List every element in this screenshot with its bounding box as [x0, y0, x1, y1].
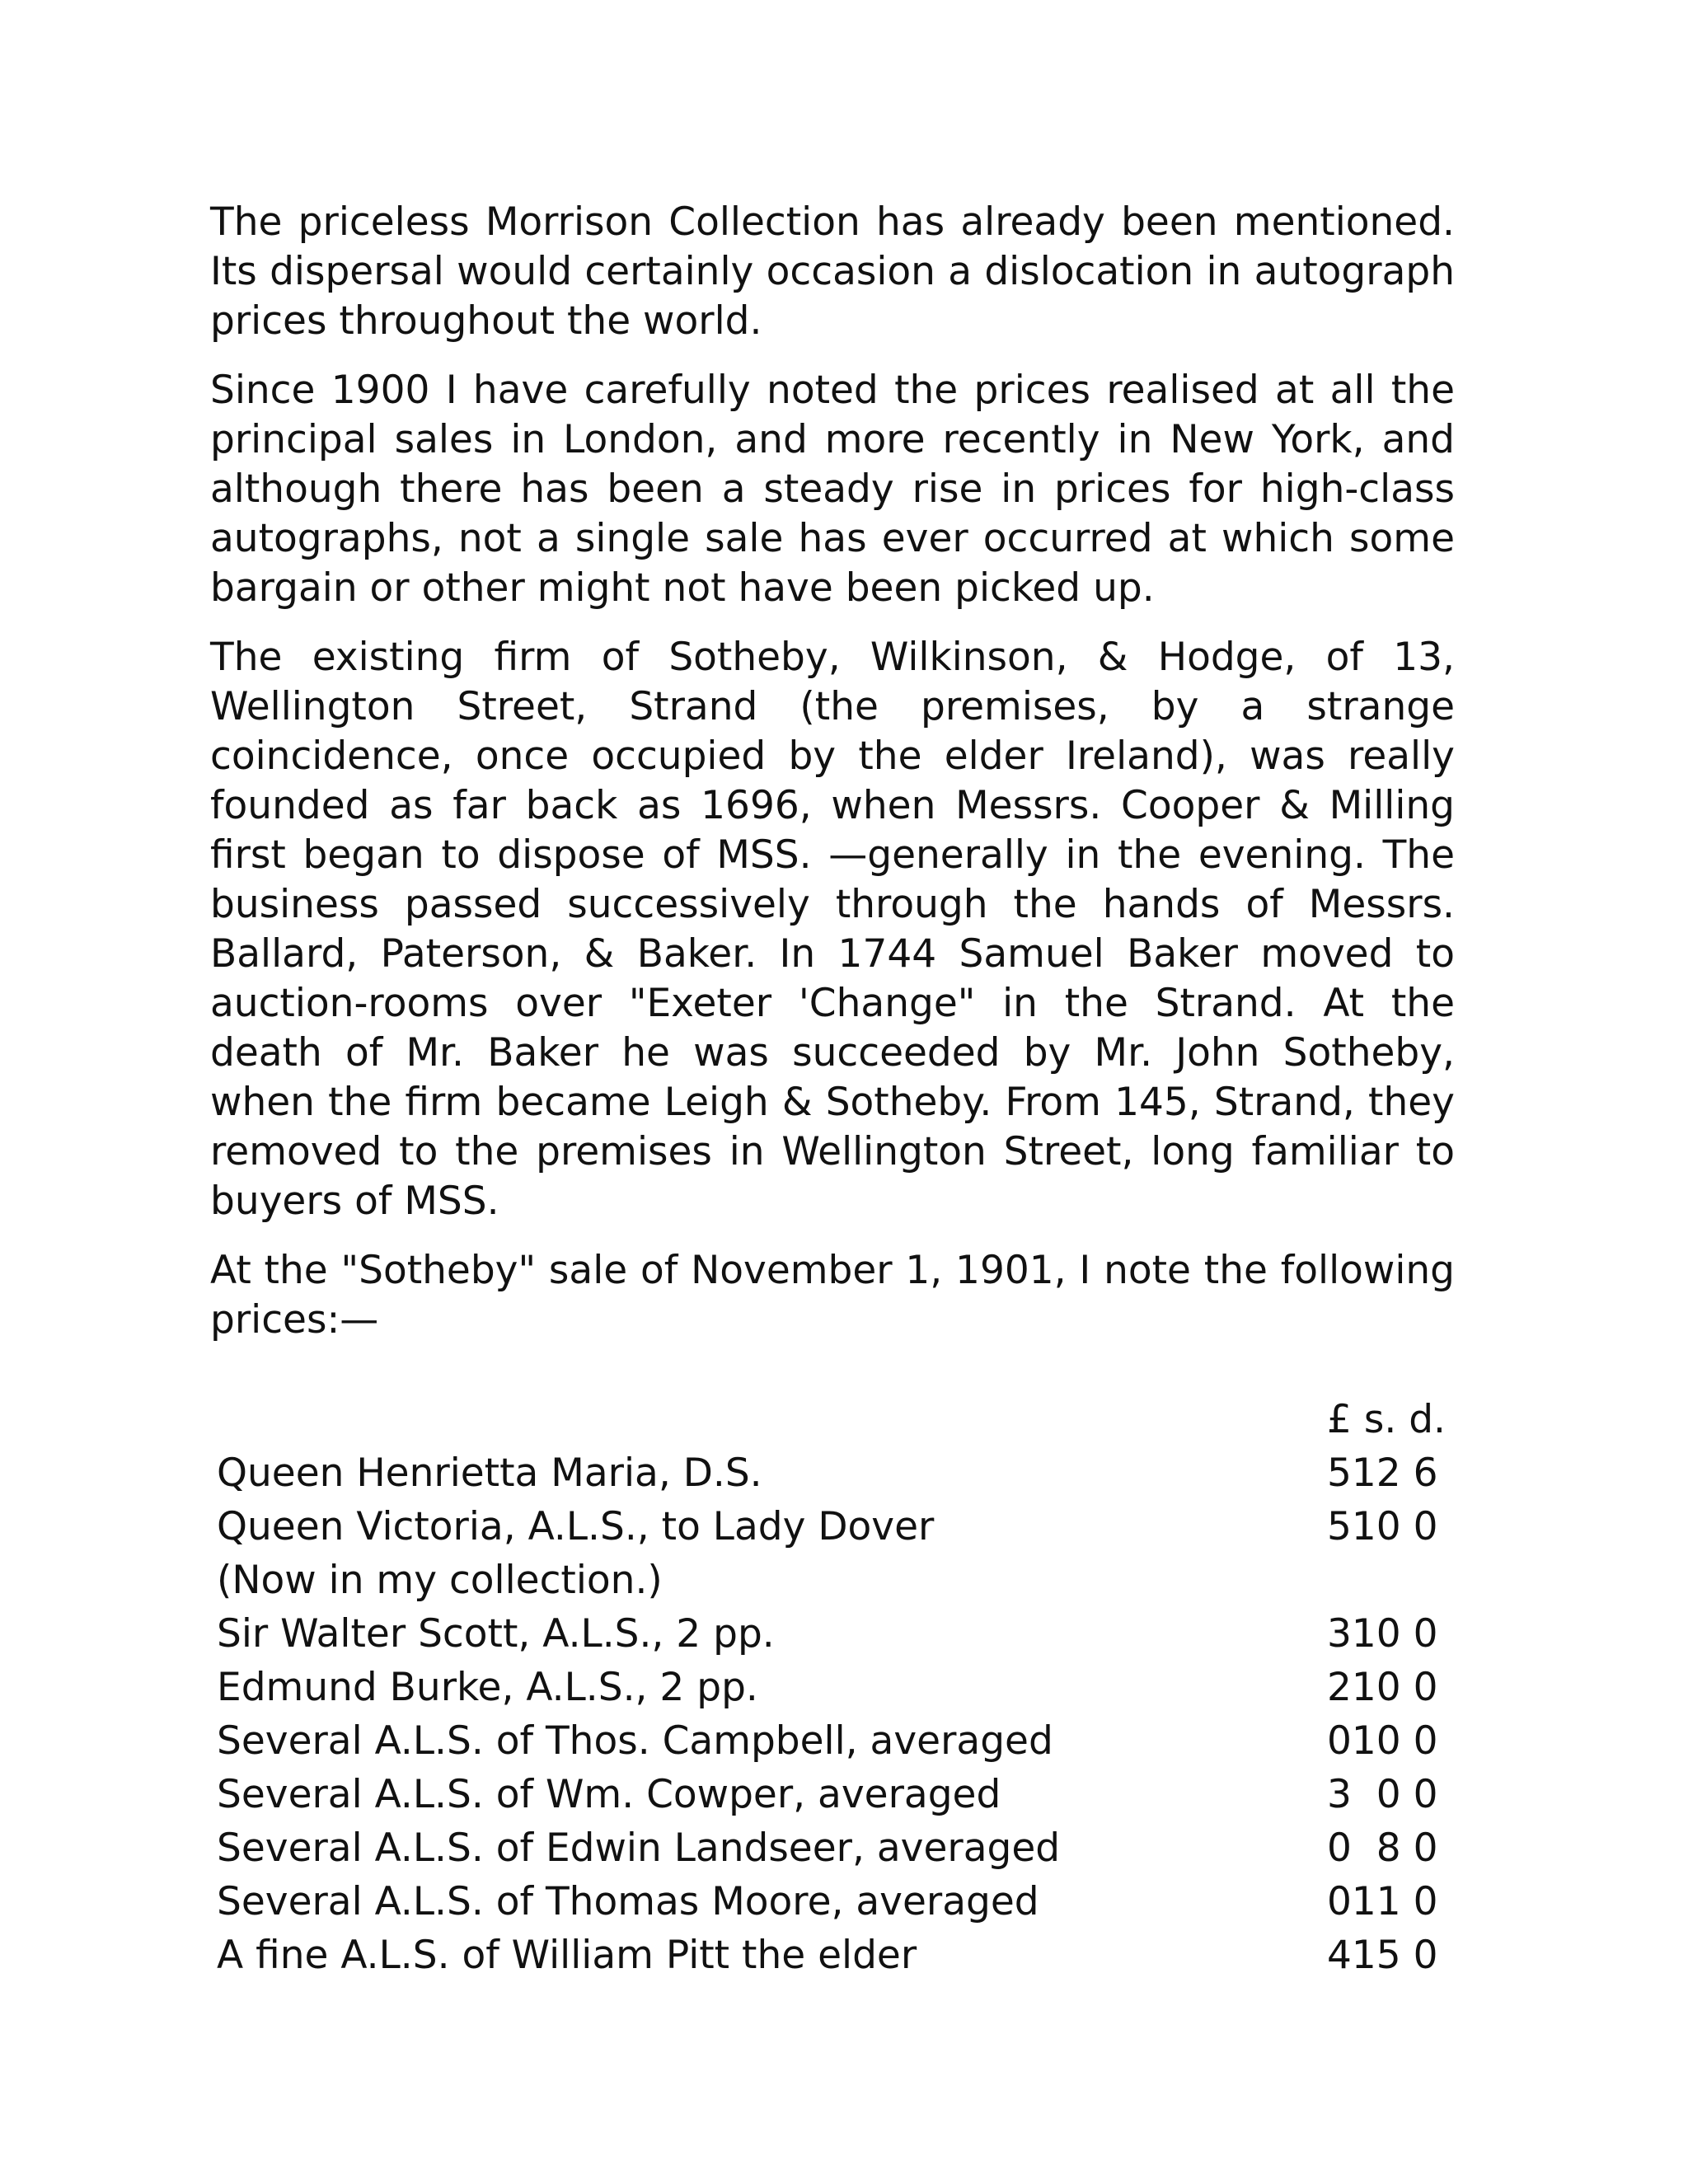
item-price: 210 0	[1327, 1665, 1438, 1710]
item-price: 512 6	[1327, 1451, 1438, 1496]
table-row	[210, 1714, 1455, 1768]
item-price: 010 0	[1327, 1718, 1438, 1764]
document-page	[210, 198, 1455, 1982]
item-price: 310 0	[1327, 1611, 1438, 1657]
price-table-header	[210, 1393, 1455, 1446]
item-price: 510 0	[1327, 1504, 1438, 1549]
item-label: Sir Walter Scott, A.L.S., 2 pp.	[217, 1611, 775, 1657]
item-price	[1327, 1554, 1447, 1607]
item-price: 3 0 0	[1327, 1772, 1438, 1817]
paragraph-morrison-collection: The priceless Morrison Collection has already been mentioned. Its dispersal would certainly occasion a dislocation in autograph prices throughout the world.	[210, 199, 1455, 344]
item-label: Several A.L.S. of Edwin Landseer, averaged	[217, 1825, 1061, 1871]
item-label: Several A.L.S. of Thos. Campbell, averaged	[217, 1718, 1053, 1764]
item-price: 011 0	[1327, 1879, 1438, 1924]
item-label: Several A.L.S. of Wm. Cowper, averaged	[217, 1772, 1001, 1817]
price-table	[210, 1393, 1455, 1982]
table-row	[210, 1875, 1455, 1929]
item-price: 415 0	[1327, 1933, 1438, 1978]
table-row	[210, 1554, 1455, 1607]
item-label: A fine A.L.S. of William Pitt the elder	[217, 1933, 917, 1978]
item-price: 0 8 0	[1327, 1825, 1438, 1871]
paragraph-prices-since-1900: Since 1900 I have carefully noted the prices realised at all the principal sales in London, and more recently in New York, and although there has been a steady rise in prices for high-class autographs, not a single sale has ever occurred at which some bargain or other might not have been picked up.	[210, 368, 1455, 611]
item-label: Edmund Burke, A.L.S., 2 pp.	[217, 1665, 758, 1710]
table-row	[210, 1500, 1455, 1554]
table-row	[210, 1446, 1455, 1500]
table-row	[210, 1661, 1455, 1714]
table-row	[210, 1821, 1455, 1875]
item-label: Queen Henrietta Maria, D.S.	[217, 1451, 762, 1496]
table-row	[210, 1607, 1455, 1661]
item-label: (Now in my collection.)	[217, 1558, 663, 1603]
item-label: Several A.L.S. of Thomas Moore, averaged	[217, 1879, 1039, 1924]
paragraph-sotheby-sale-intro: At the "Sotheby" sale of November 1, 1901, I note the following prices:—	[210, 1248, 1455, 1343]
table-row	[210, 1929, 1455, 1982]
table-row	[210, 1768, 1455, 1821]
currency-header: £ s. d.	[1327, 1397, 1446, 1442]
paragraph-sotheby-history: The existing firm of Sotheby, Wilkinson, & Hodge, of 13, Wellington Street, Strand (the premises, by a strange coincidence, once occupied by the elder Ireland), was really founded as far back as 1696, when Messrs. Cooper & Milling first began to dispose of MSS. —generally in the evening. The business passed successively through the hands of Messrs. Ballard, Paterson, & Baker. In 1744 Samuel Baker moved to auction-rooms over "Exeter 'Change" in the Strand. At the death of Mr. Baker he was succeeded by Mr. John Sotheby, when the firm became Leigh & Sotheby. From 145, Strand, they removed to the premises in Wellington Street, long familiar to buyers of MSS.	[210, 635, 1455, 1224]
item-label: Queen Victoria, A.L.S., to Lady Dover	[217, 1504, 935, 1549]
